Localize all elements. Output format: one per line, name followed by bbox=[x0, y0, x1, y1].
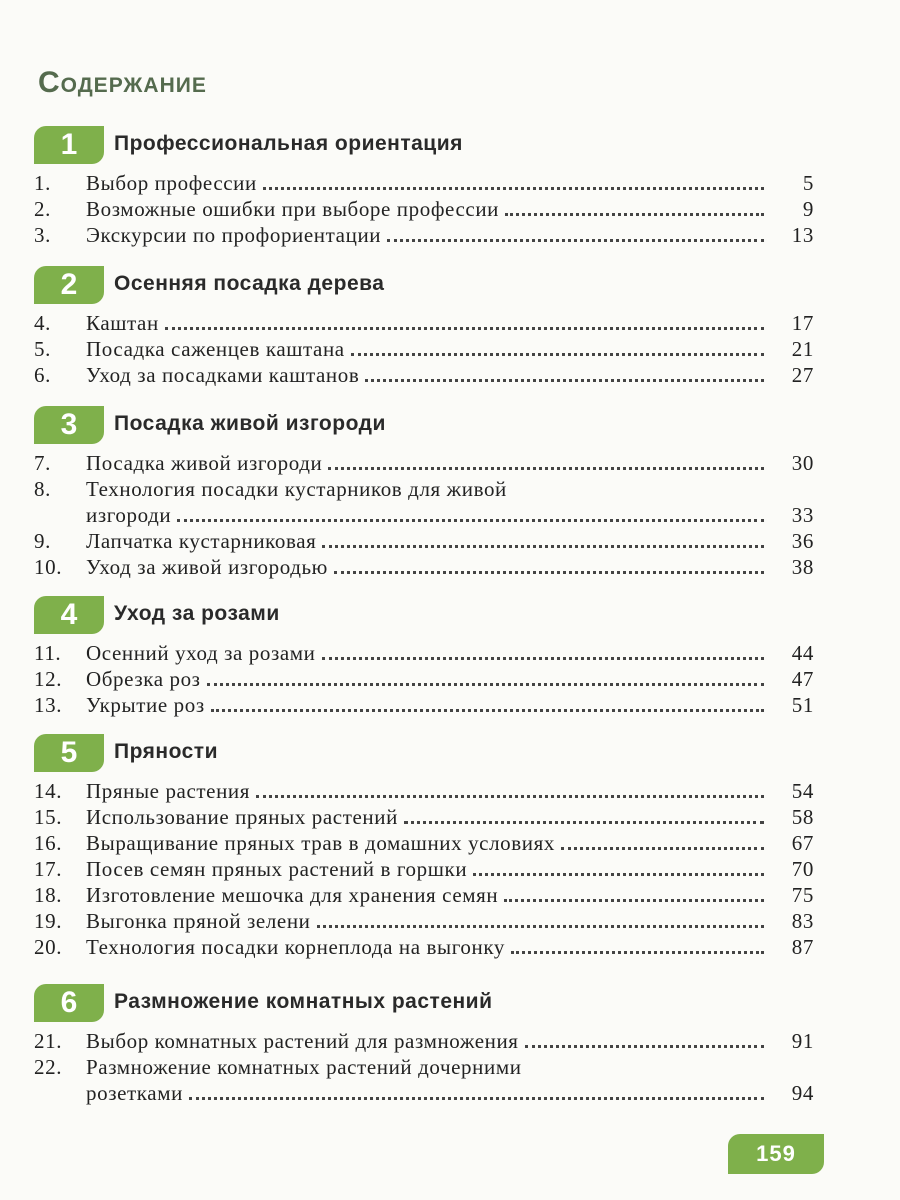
toc-entry[interactable] bbox=[34, 908, 834, 934]
page-title: Содержание bbox=[38, 66, 207, 99]
entry-body bbox=[86, 362, 764, 388]
section-header bbox=[34, 596, 834, 636]
toc-entry[interactable] bbox=[34, 804, 834, 830]
entry-label: Возможные ошибки при выборе профессии bbox=[86, 197, 499, 221]
section-number-badge: 2 bbox=[34, 266, 104, 304]
entry-label-continued: изгороди bbox=[86, 503, 172, 527]
entry-label: Пряные растения bbox=[86, 779, 251, 803]
entry-page-number: 67 bbox=[791, 831, 814, 855]
section-number-badge: 5 bbox=[34, 734, 104, 772]
toc-entry[interactable] bbox=[34, 450, 834, 476]
entry-number: 16. bbox=[34, 831, 63, 855]
entry-body bbox=[86, 528, 764, 554]
dot-leader bbox=[317, 925, 764, 928]
dot-leader bbox=[505, 213, 764, 216]
entry-label: Посадка саженцев каштана bbox=[86, 337, 345, 361]
section-header bbox=[34, 126, 834, 166]
section-title: Осенняя посадка дерева bbox=[114, 272, 385, 295]
section-items bbox=[34, 1028, 834, 1106]
toc-section bbox=[34, 406, 834, 580]
entry-label: Осенний уход за розами bbox=[86, 641, 316, 665]
toc-entry[interactable] bbox=[34, 856, 834, 882]
section-header bbox=[34, 266, 834, 306]
entry-number: 14. bbox=[34, 779, 63, 803]
dot-leader bbox=[256, 795, 764, 798]
entry-number: 1. bbox=[34, 171, 51, 195]
toc-section bbox=[34, 984, 834, 1106]
dot-leader bbox=[351, 353, 764, 356]
section-number-badge: 4 bbox=[34, 596, 104, 634]
toc-entry-continuation[interactable] bbox=[34, 1080, 834, 1106]
entry-body bbox=[86, 882, 764, 908]
entry-label: Посев семян пряных растений в горшки bbox=[86, 857, 468, 881]
entry-body bbox=[86, 778, 764, 804]
entry-page-number: 21 bbox=[791, 337, 814, 361]
entry-number: 12. bbox=[34, 667, 63, 691]
entry-number: 6. bbox=[34, 363, 51, 387]
entry-page-number: 38 bbox=[791, 555, 814, 579]
toc-section bbox=[34, 266, 834, 388]
entry-page-number: 47 bbox=[791, 667, 814, 691]
entry-page-number: 51 bbox=[791, 693, 814, 717]
entry-label: Выращивание пряных трав в домашних условиях bbox=[86, 831, 555, 855]
dot-leader bbox=[177, 519, 764, 522]
toc-section bbox=[34, 734, 834, 960]
toc-section bbox=[34, 596, 834, 718]
entry-label: Использование пряных растений bbox=[86, 805, 398, 829]
entry-number: 22. bbox=[34, 1055, 63, 1079]
entry-label: Размножение комнатных растений дочерними bbox=[86, 1055, 522, 1079]
dot-leader bbox=[473, 873, 764, 876]
section-header bbox=[34, 406, 834, 446]
entry-body bbox=[86, 450, 764, 476]
entry-page-number: 33 bbox=[791, 503, 814, 527]
dot-leader bbox=[561, 847, 764, 850]
dot-leader bbox=[263, 187, 764, 190]
entry-label: Уход за живой изгородью bbox=[86, 555, 328, 579]
entry-page-number: 70 bbox=[791, 857, 814, 881]
entry-body bbox=[86, 310, 764, 336]
entry-label: Уход за посадками каштанов bbox=[86, 363, 360, 387]
entry-body bbox=[86, 1080, 764, 1106]
section-number-badge: 6 bbox=[34, 984, 104, 1022]
entry-label: Технология посадки корнеплода на выгонку bbox=[86, 935, 505, 959]
toc-entry[interactable] bbox=[34, 336, 834, 362]
entry-body bbox=[86, 170, 764, 196]
entry-body bbox=[86, 336, 764, 362]
toc-entry[interactable] bbox=[34, 362, 834, 388]
entry-body bbox=[86, 692, 764, 718]
dot-leader bbox=[211, 709, 764, 712]
dot-leader bbox=[511, 951, 764, 954]
toc-section bbox=[34, 126, 834, 248]
entry-page-number: 91 bbox=[791, 1029, 814, 1053]
entry-page-number: 27 bbox=[791, 363, 814, 387]
dot-leader bbox=[322, 545, 764, 548]
entry-page-number: 9 bbox=[802, 197, 814, 221]
toc-entry[interactable] bbox=[34, 830, 834, 856]
entry-label: Каштан bbox=[86, 311, 159, 335]
entry-label: Изготовление мешочка для хранения семян bbox=[86, 883, 499, 907]
entry-number: 11. bbox=[34, 641, 62, 665]
section-title: Пряности bbox=[114, 740, 219, 763]
entry-page-number: 75 bbox=[791, 883, 814, 907]
section-items bbox=[34, 640, 834, 718]
entry-number: 4. bbox=[34, 311, 51, 335]
entry-label: Выгонка пряной зелени bbox=[86, 909, 311, 933]
dot-leader bbox=[322, 657, 764, 660]
entry-body bbox=[86, 640, 764, 666]
section-title: Уход за розами bbox=[114, 602, 280, 625]
dot-leader bbox=[404, 821, 764, 824]
entry-number: 9. bbox=[34, 529, 51, 553]
entry-number: 19. bbox=[34, 909, 63, 933]
section-header bbox=[34, 984, 834, 1024]
section-items bbox=[34, 310, 834, 388]
entry-body bbox=[86, 830, 764, 856]
dot-leader bbox=[504, 899, 764, 902]
section-items bbox=[34, 170, 834, 248]
entry-number: 7. bbox=[34, 451, 51, 475]
toc-entry[interactable] bbox=[34, 778, 834, 804]
toc-entry[interactable] bbox=[34, 554, 834, 580]
dot-leader bbox=[165, 327, 764, 330]
entry-number: 3. bbox=[34, 223, 51, 247]
section-number-badge: 1 bbox=[34, 126, 104, 164]
toc-entry[interactable] bbox=[34, 222, 834, 248]
entry-body bbox=[86, 1054, 764, 1080]
entry-body bbox=[86, 856, 764, 882]
toc-entry[interactable] bbox=[34, 1028, 834, 1054]
toc-entry[interactable] bbox=[34, 476, 834, 502]
page-number-badge: 159 bbox=[728, 1134, 824, 1174]
entry-number: 21. bbox=[34, 1029, 63, 1053]
section-header bbox=[34, 734, 834, 774]
toc-entry[interactable] bbox=[34, 310, 834, 336]
toc-entry[interactable] bbox=[34, 170, 834, 196]
section-number-badge: 3 bbox=[34, 406, 104, 444]
entry-label: Укрытие роз bbox=[86, 693, 205, 717]
entry-number: 8. bbox=[34, 477, 51, 501]
entry-number: 20. bbox=[34, 935, 63, 959]
toc-entry-continuation[interactable] bbox=[34, 502, 834, 528]
entry-body bbox=[86, 908, 764, 934]
dot-leader bbox=[365, 379, 764, 382]
dot-leader bbox=[525, 1045, 764, 1048]
dot-leader bbox=[189, 1097, 764, 1100]
entry-number: 17. bbox=[34, 857, 63, 881]
toc-entry[interactable] bbox=[34, 882, 834, 908]
entry-page-number: 13 bbox=[791, 223, 814, 247]
entry-label: Технология посадки кустарников для живой bbox=[86, 477, 507, 501]
dot-leader bbox=[387, 239, 764, 242]
dot-leader bbox=[207, 683, 764, 686]
entry-body bbox=[86, 934, 764, 960]
section-items bbox=[34, 450, 834, 580]
entry-body bbox=[86, 554, 764, 580]
entry-page-number: 94 bbox=[791, 1081, 814, 1105]
entry-page-number: 30 bbox=[791, 451, 814, 475]
toc-entry[interactable] bbox=[34, 196, 834, 222]
entry-page-number: 54 bbox=[791, 779, 814, 803]
toc-entry[interactable] bbox=[34, 528, 834, 554]
section-title: Размножение комнатных растений bbox=[114, 990, 493, 1013]
entry-body bbox=[86, 502, 764, 528]
section-title: Профессиональная ориентация bbox=[114, 132, 463, 155]
dot-leader bbox=[328, 467, 764, 470]
entry-number: 5. bbox=[34, 337, 51, 361]
entry-number: 13. bbox=[34, 693, 63, 717]
section-title: Посадка живой изгороди bbox=[114, 412, 386, 435]
entry-page-number: 44 bbox=[791, 641, 814, 665]
toc-entry[interactable] bbox=[34, 692, 834, 718]
entry-page-number: 5 bbox=[802, 171, 814, 195]
entry-body bbox=[86, 476, 764, 502]
entry-body bbox=[86, 666, 764, 692]
entry-page-number: 36 bbox=[791, 529, 814, 553]
toc-entry[interactable] bbox=[34, 1054, 834, 1080]
entry-label: Выбор профессии bbox=[86, 171, 257, 195]
entry-page-number: 87 bbox=[791, 935, 814, 959]
entry-body bbox=[86, 222, 764, 248]
entry-label-continued: розетками bbox=[86, 1081, 183, 1105]
toc-entry[interactable] bbox=[34, 666, 834, 692]
entry-number: 15. bbox=[34, 805, 63, 829]
entry-body bbox=[86, 804, 764, 830]
entry-page-number: 58 bbox=[791, 805, 814, 829]
entry-body bbox=[86, 196, 764, 222]
entry-body bbox=[86, 1028, 764, 1054]
dot-leader bbox=[334, 571, 764, 574]
entry-number: 10. bbox=[34, 555, 63, 579]
entry-label: Лапчатка кустарниковая bbox=[86, 529, 317, 553]
entry-page-number: 17 bbox=[791, 311, 814, 335]
entry-label: Посадка живой изгороди bbox=[86, 451, 323, 475]
entry-number: 18. bbox=[34, 883, 63, 907]
section-items bbox=[34, 778, 834, 960]
toc-entry[interactable] bbox=[34, 640, 834, 666]
entry-label: Выбор комнатных растений для размножения bbox=[86, 1029, 519, 1053]
entry-number: 2. bbox=[34, 197, 51, 221]
entry-label: Обрезка роз bbox=[86, 667, 201, 691]
entry-page-number: 83 bbox=[791, 909, 814, 933]
toc-entry[interactable] bbox=[34, 934, 834, 960]
entry-label: Экскурсии по профориентации bbox=[86, 223, 382, 247]
